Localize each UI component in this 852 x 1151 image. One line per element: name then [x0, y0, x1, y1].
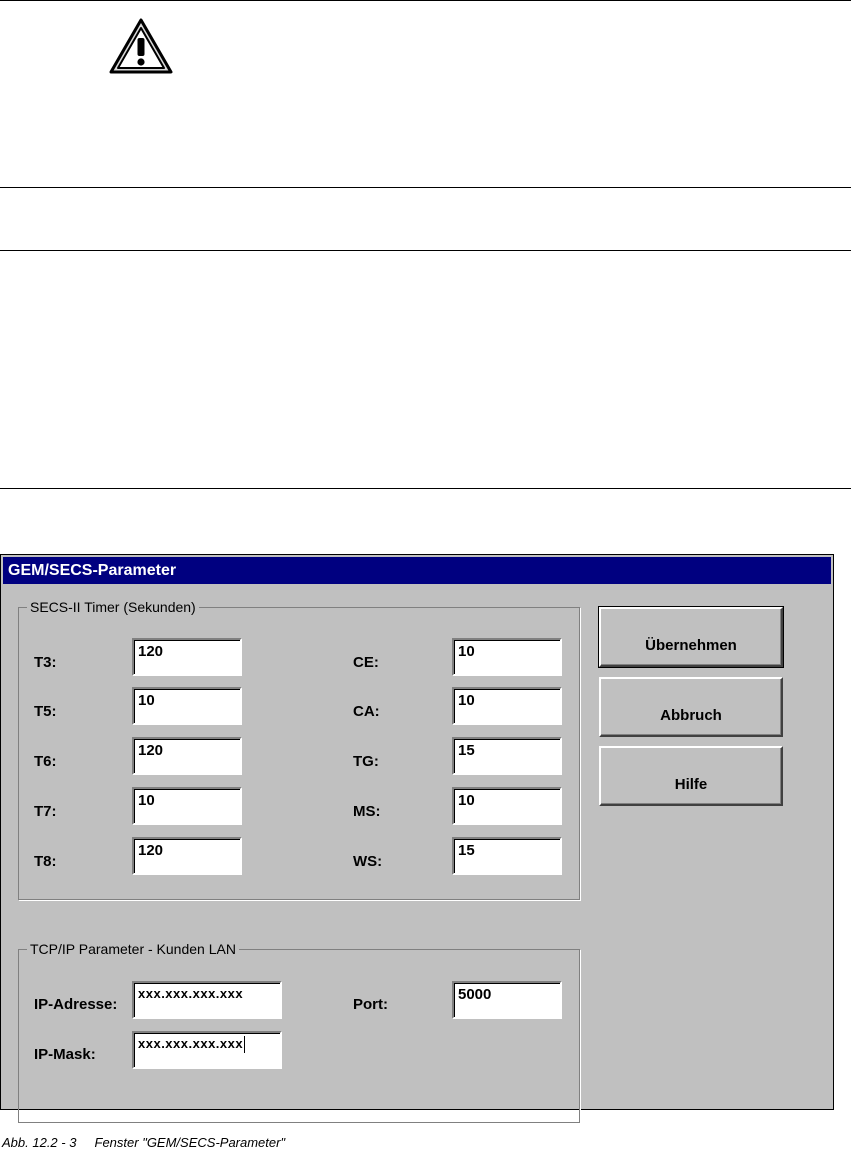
text-caret: [244, 1036, 245, 1053]
timer-label-t6: T6:: [34, 753, 57, 770]
figure-caption-text: Fenster "GEM/SECS-Parameter": [94, 1135, 286, 1150]
section-rule-1: [0, 187, 851, 188]
tcp-group-title: TCP/IP Parameter - Kunden LAN: [27, 940, 239, 958]
timer-input-t8[interactable]: 120: [132, 837, 242, 875]
timer-input-t6[interactable]: 120: [132, 737, 242, 775]
timer-input-ca[interactable]: 10: [452, 687, 562, 725]
timer-input-t3[interactable]: 120: [132, 638, 242, 676]
timer-label-t3: T3:: [34, 654, 57, 671]
timer-label-t7: T7:: [34, 803, 57, 820]
section-rule-3: [0, 488, 851, 489]
ip-mask-value: xxx.xxx.xxx.xxx: [138, 1036, 244, 1051]
timer-input-ce[interactable]: 10: [452, 638, 562, 676]
dialog-title: GEM/SECS-Parameter: [3, 557, 831, 584]
timer-label-ws: WS:: [353, 853, 383, 870]
ip-mask-input[interactable]: [132, 1031, 282, 1069]
gem-secs-dialog: [0, 554, 834, 1110]
tcp-group: [18, 941, 580, 1123]
timer-input-t5[interactable]: 10: [132, 687, 242, 725]
timer-label-t8: T8:: [34, 853, 57, 870]
timer-label-ms: MS:: [353, 803, 381, 820]
cancel-button[interactable]: Abbruch: [599, 677, 783, 737]
timer-label-ca: CA:: [353, 703, 380, 720]
warning-icon: [107, 16, 175, 76]
timer-label-t5: T5:: [34, 703, 57, 720]
timer-label-tg: TG:: [353, 753, 379, 770]
section-rule-2: [0, 250, 851, 251]
port-input[interactable]: 5000: [452, 981, 562, 1019]
figure-caption: [2, 1135, 285, 1150]
port-label: Port:: [353, 996, 388, 1013]
timer-input-tg[interactable]: 15: [452, 737, 562, 775]
ip-address-label: IP-Adresse:: [34, 996, 118, 1013]
timer-group-title: SECS-II Timer (Sekunden): [27, 598, 199, 616]
timer-input-t7[interactable]: 10: [132, 787, 242, 825]
help-button[interactable]: Hilfe: [599, 746, 783, 806]
ip-address-input[interactable]: xxx.xxx.xxx.xxx: [132, 981, 282, 1019]
figure-number: Abb. 12.2 - 3: [2, 1135, 77, 1150]
timer-label-ce: CE:: [353, 654, 379, 671]
ip-mask-label: IP-Mask:: [34, 1046, 96, 1063]
apply-button[interactable]: Übernehmen: [599, 607, 783, 667]
timer-input-ms[interactable]: 10: [452, 787, 562, 825]
top-rule: [0, 0, 851, 1]
timer-input-ws[interactable]: 15: [452, 837, 562, 875]
